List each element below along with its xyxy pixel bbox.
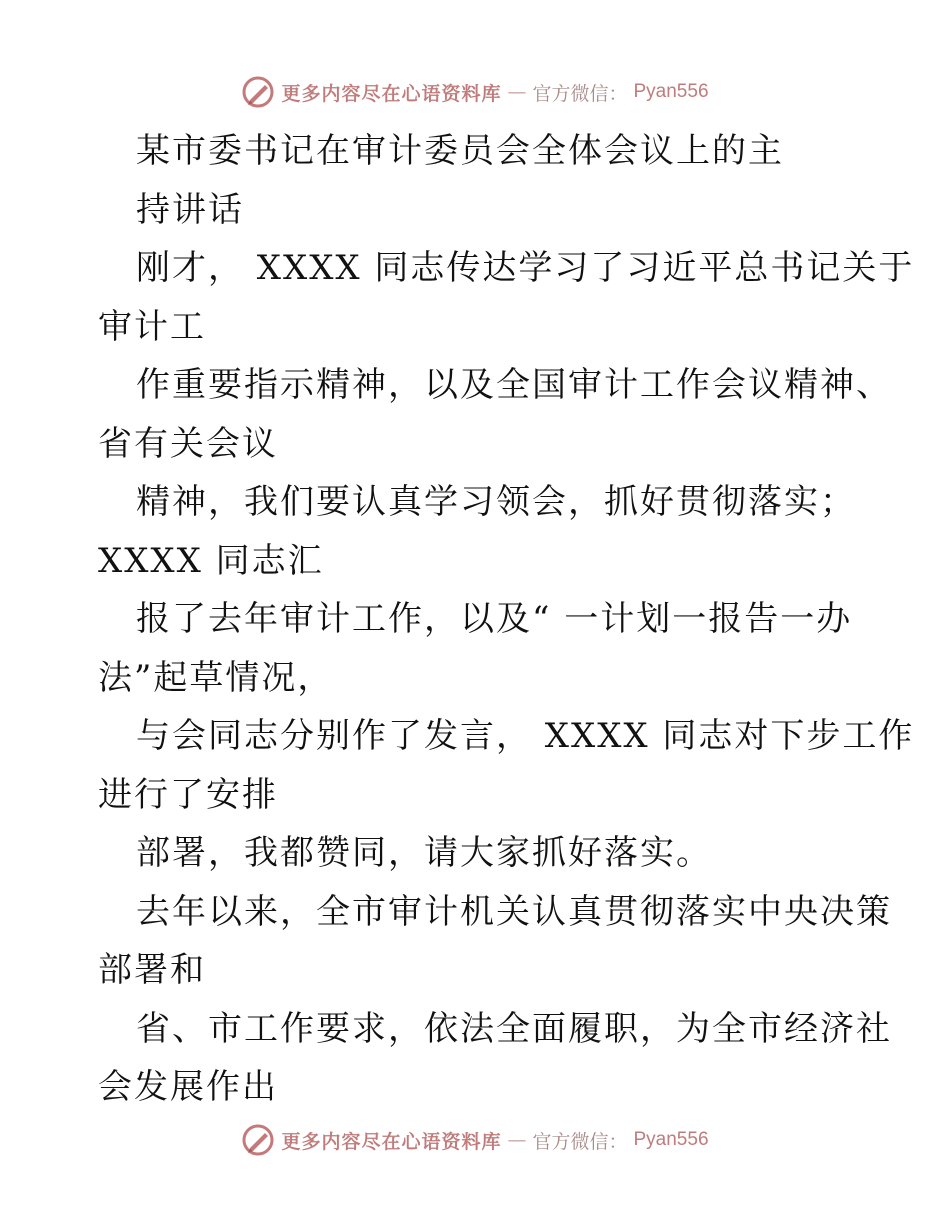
pen-logo-icon	[241, 75, 275, 109]
text-line: 去年以来，全市审计机关认真贯彻落实中央决策	[136, 891, 892, 932]
watermark-wechat-label: 官方微信：	[532, 82, 628, 105]
text-line: 刚才， XXXX 同志传达学习了习近平总书记关于	[136, 248, 915, 288]
watermark-wechat-id: Pyan556	[633, 1129, 709, 1150]
watermark-site-name: 更多内容尽在心语资料库	[281, 82, 502, 105]
text-line: 作重要指示精神，以及全国审计工作会议精神、	[136, 365, 892, 405]
text-line: 审计工	[98, 306, 206, 347]
header-watermark	[0, 72, 950, 112]
text-line: 法”起草情况，	[98, 657, 334, 698]
watermark-separator: —	[507, 1129, 527, 1151]
text-line: 报了去年审计工作，以及“ 一计划一报告一办	[136, 599, 853, 639]
text-line: 持讲话	[136, 189, 244, 230]
watermark-site-name: 更多内容尽在心语资料库	[281, 1130, 502, 1153]
watermark-wechat-id: Pyan556	[633, 81, 709, 102]
text-line: 省、市工作要求，依法全面履职，为全市经济社	[136, 1008, 892, 1049]
text-line: 部署，我都赞同，请大家抓好落实。	[136, 833, 712, 873]
pen-logo-icon	[241, 1123, 275, 1157]
text-line: 进行了安排	[98, 774, 278, 815]
text-line: 精神，我们要认真学习领会，抓好贯彻落实；	[136, 482, 856, 522]
footer-watermark	[0, 1120, 950, 1160]
text-line: 与会同志分别作了发言， XXXX 同志对下步工作	[136, 716, 915, 756]
text-line: 部署和	[98, 950, 206, 990]
watermark-separator: —	[507, 81, 527, 103]
document-body	[98, 122, 915, 1117]
text-line: 某市委书记在审计委员会全体会议上的主	[136, 131, 784, 171]
text-line: XXXX 同志汇	[98, 540, 324, 581]
text-line: 会发展作出	[98, 1067, 278, 1107]
watermark-wechat-label: 官方微信：	[532, 1130, 628, 1153]
text-line: 省有关会议	[98, 423, 278, 464]
